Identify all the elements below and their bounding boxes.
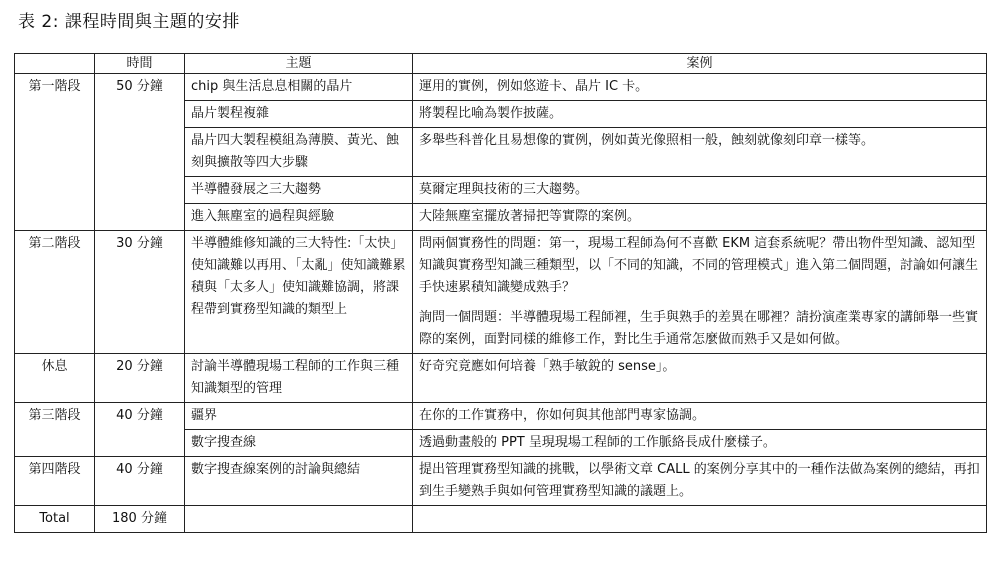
table-body: [15, 74, 987, 506]
table-row: [15, 457, 987, 506]
stage-name: 第一階段: [15, 74, 95, 231]
topic-cell: 晶片四大製程模組為薄膜、黃光、蝕刻與擴散等四大步驟: [185, 128, 413, 177]
case-paragraph: 提出管理實務型知識的挑戰，以學術文章 CALL 的案例分享其中的一種作法做為案例的總結，再扣到生手變熟手與如何管理實務型知識的議題上。: [419, 462, 980, 499]
case-cell: [413, 101, 987, 128]
total-row: [15, 506, 987, 533]
stage-name: 休息: [15, 354, 95, 403]
total-case-empty: [413, 506, 987, 533]
total-label: Total: [15, 506, 95, 533]
stage-time: 30 分鐘: [95, 231, 185, 354]
case-cell: [413, 457, 987, 506]
case-paragraph: 多舉些科普化且易想像的實例，例如黃光像照相一般，蝕刻就像刻印章一樣等。: [419, 133, 875, 148]
topic-cell: 疆界: [185, 403, 413, 430]
total-time: 180 分鐘: [95, 506, 185, 533]
case-cell: [413, 231, 987, 354]
header-time: 時間: [95, 54, 185, 74]
case-paragraph: 透過動畫般的 PPT 呈現現場工程師的工作脈絡長成什麼樣子。: [419, 435, 776, 450]
header-case: 案例: [413, 54, 987, 74]
topic-cell: 討論半導體現場工程師的工作與三種知識類型的管理: [185, 354, 413, 403]
case-paragraph: 莫爾定理與技術的三大趨勢。: [419, 182, 589, 197]
header-row: [15, 54, 987, 74]
stage-time: 40 分鐘: [95, 457, 185, 506]
case-cell: [413, 430, 987, 457]
topic-cell: 半導體維修知識的三大特性:「太快」使知識難以再用、「太亂」使知識難累積與「太多人」使知識難協調，將課程帶到實務型知識的類型上: [185, 231, 413, 354]
topic-cell: 數字搜查線: [185, 430, 413, 457]
header-topic: 主題: [185, 54, 413, 74]
case-paragraph: 運用的實例，例如悠遊卡、晶片 IC 卡。: [419, 79, 649, 94]
case-paragraph: 大陸無塵室擺放著掃把等實際的案例。: [419, 209, 641, 224]
case-cell: [413, 74, 987, 101]
table-row: [15, 354, 987, 403]
table-caption: 表 2: 課程時間與主題的安排: [18, 12, 240, 32]
case-paragraph: 將製程比喻為製作披薩。: [419, 106, 563, 121]
case-cell: [413, 204, 987, 231]
case-paragraph: 詢問一個問題：半導體現場工程師裡，生手與熟手的差異在哪裡？請扮演產業專家的講師舉一些實際的案例，面對同樣的維修工作，對比生手通常怎麼做而熟手又是如何做。: [419, 310, 979, 347]
case-cell: [413, 403, 987, 430]
case-paragraph: 在你的工作實務中，你如何與其他部門專家協調。: [419, 408, 706, 423]
topic-cell: 晶片製程複雜: [185, 101, 413, 128]
stage-time: 20 分鐘: [95, 354, 185, 403]
table-row: [15, 231, 987, 354]
case-paragraph: 問兩個實務性的問題：第一，現場工程師為何不喜歡 EKM 這套系統呢？帶出物件型知識、認知型知識與實務型知識三種類型，以「不同的知識，不同的管理模式」進入第二個問題，討論如何讓生手快速累積知識變成熟手？: [419, 236, 979, 295]
case-cell: [413, 354, 987, 403]
case-cell: [413, 177, 987, 204]
stage-time: 50 分鐘: [95, 74, 185, 231]
total-topic-empty: [185, 506, 413, 533]
stage-name: 第三階段: [15, 403, 95, 457]
stage-name: 第四階段: [15, 457, 95, 506]
stage-name: 第二階段: [15, 231, 95, 354]
header-stage: [15, 54, 95, 74]
topic-cell: 進入無塵室的過程與經驗: [185, 204, 413, 231]
table-row: [15, 403, 987, 430]
topic-cell: 數字搜查線案例的討論與總結: [185, 457, 413, 506]
case-paragraph: 好奇究竟應如何培養「熟手敏銳的 sense」。: [419, 359, 676, 374]
table-row: [15, 74, 987, 101]
topic-cell: 半導體發展之三大趨勢: [185, 177, 413, 204]
schedule-table: [14, 53, 987, 533]
case-cell: [413, 128, 987, 177]
stage-time: 40 分鐘: [95, 403, 185, 457]
topic-cell: chip 與生活息息相關的晶片: [185, 74, 413, 101]
